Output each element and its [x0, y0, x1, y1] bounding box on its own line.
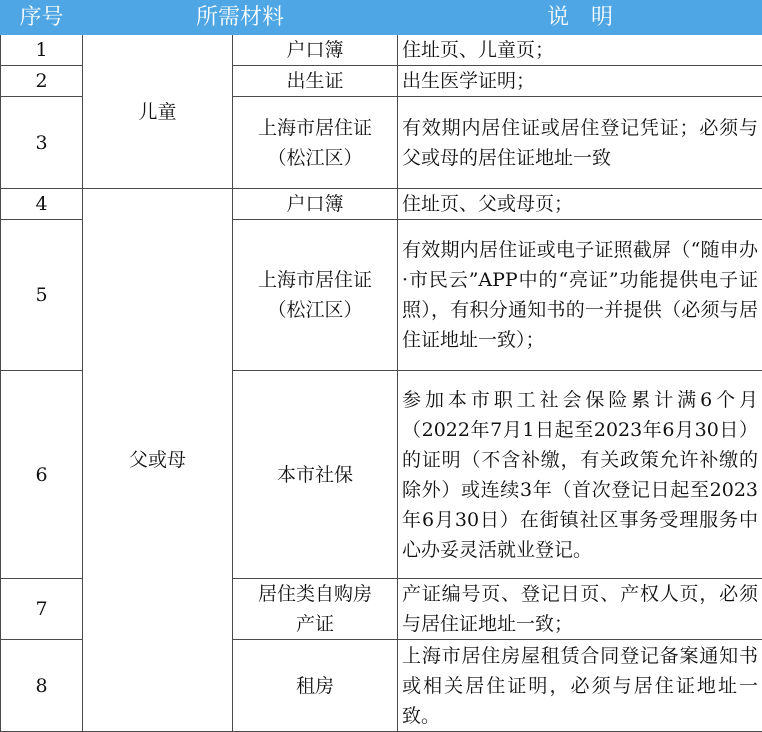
header-no: 序号: [1, 1, 83, 35]
row-number: 1: [1, 35, 83, 66]
material-cell: 租房: [233, 640, 398, 732]
material-cell: 出生证: [233, 66, 398, 97]
description-cell: 出生医学证明；: [398, 66, 762, 97]
row-number: 6: [1, 371, 83, 579]
row-number: 7: [1, 579, 83, 640]
row-number: 5: [1, 220, 83, 371]
material-cell: 户口簿: [233, 189, 398, 220]
material-cell: 居住类自购房 产证: [233, 579, 398, 640]
description-cell: 有效期内居住证或电子证照截屏（“随申办·市民云”APP中的“亮证”功能提供电子证照），有积分通知书的一并提供（必须与居住证地址一致）；: [398, 220, 762, 371]
header-material: 所需材料: [83, 1, 398, 35]
group-label-child: 儿童: [83, 35, 233, 189]
material-cell: 户口簿: [233, 35, 398, 66]
group-label-parent: 父或母: [83, 189, 233, 732]
description-cell: 住址页、父或母页；: [398, 189, 762, 220]
row-number: 3: [1, 97, 83, 189]
table-row: [1, 189, 762, 220]
row-number: 8: [1, 640, 83, 732]
header-row: [1, 1, 762, 35]
description-cell: 住址页、儿童页；: [398, 35, 762, 66]
table-row: [1, 35, 762, 66]
material-cell: 上海市居住证 （松江区）: [233, 97, 398, 189]
row-number: 4: [1, 189, 83, 220]
row-number: 2: [1, 66, 83, 97]
description-cell: 上海市居住房屋租赁合同登记备案通知书或相关居住证明，必须与居住证地址一致。: [398, 640, 762, 732]
material-cell: 本市社保: [233, 371, 398, 579]
material-cell: 上海市居住证 （松江区）: [233, 220, 398, 371]
description-cell: 产证编号页、登记日页、产权人页，必须与居住证地址一致；: [398, 579, 762, 640]
description-cell: 参加本市职工社会保险累计满6个月（2022年7月1日起至2023年6月30日）的证明（不含补缴，有关政策允许补缴的除外）或连续3年（首次登记日起至2023年6月30日）在街镇社区事务受理服务中心办妥灵活就业登记。: [398, 371, 762, 579]
header-desc: 说 明: [398, 1, 762, 35]
description-cell: 有效期内居住证或居住登记凭证；必须与父或母的居住证地址一致: [398, 97, 762, 189]
